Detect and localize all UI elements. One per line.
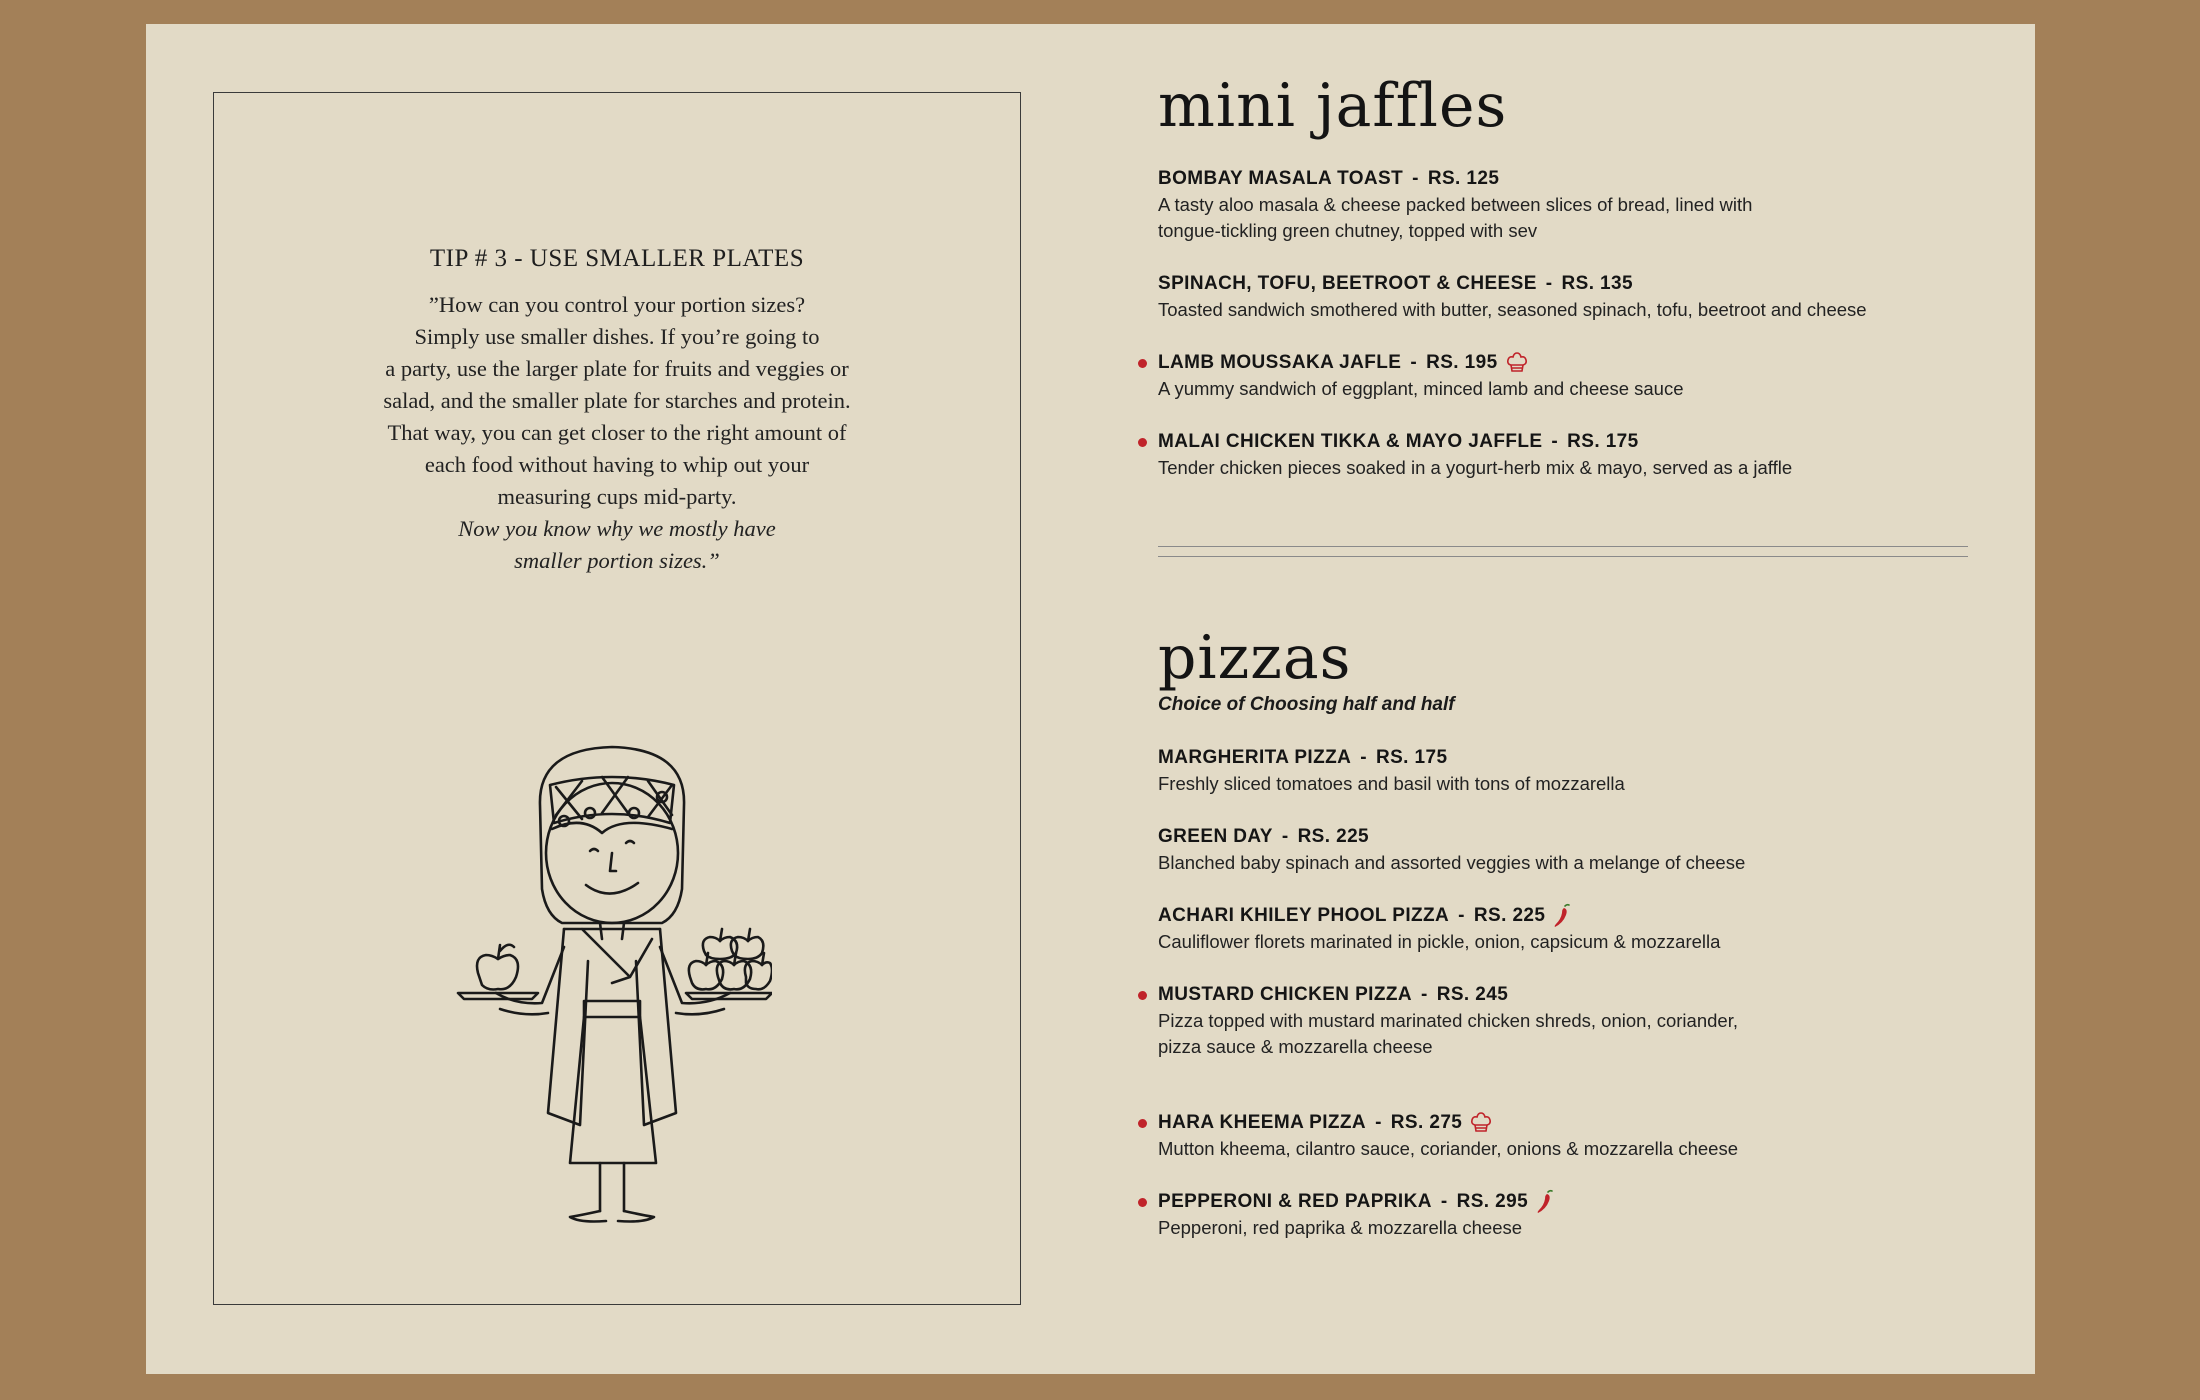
menu-item-name: MUSTARD CHICKEN PIZZA [1158,984,1412,1005]
tip-line: a party, use the larger plate for fruits and veggies or [385,356,849,381]
chili-icon [1553,903,1571,929]
non-veg-dot-icon [1138,1119,1147,1128]
menu-item-desc-line: Toasted sandwich smothered with butter, seasoned spinach, tofu, beetroot and cheese [1158,299,1867,320]
menu-item-name-row [1158,1110,1978,1136]
menu-column [1158,24,1978,1374]
menu-item-name-row [1158,824,1978,850]
separator: - [1412,168,1419,189]
menu-item-name-row [1158,745,1978,771]
menu-item-desc-line: Pizza topped with mustard marinated chicken shreds, onion, coriander, [1158,1010,1738,1031]
menu-item-description [1158,1136,1798,1162]
menu-item-price: RS. 135 [1561,273,1633,294]
menu-item-name: PEPPERONI & RED PAPRIKA [1158,1191,1432,1212]
section-divider [1158,556,1968,557]
menu-item-name-row [1158,903,1978,929]
menu-item-price: RS. 175 [1375,747,1448,768]
menu-item-description [1158,850,1798,876]
tip-panel [213,92,1021,1305]
menu-page [146,24,2035,1374]
menu-item-name-row [1158,1189,1978,1215]
menu-item-desc-line: Mutton kheema, cilantro sauce, coriander, onions & mozzarella cheese [1158,1138,1738,1159]
section-subtitle: Choice of Choosing half and half [1158,694,1455,715]
menu-item-name: BOMBAY MASALA TOAST [1158,168,1404,189]
separator: - [1458,905,1465,926]
tip-body [274,289,960,577]
non-veg-dot-icon [1138,991,1147,1000]
menu-item-desc-line: Pepperoni, red paprika & mozzarella cheese [1158,1217,1523,1238]
tip-title: TIP # 3 - USE SMALLER PLATES [429,245,805,272]
menu-item-desc-line: A yummy sandwich of eggplant, minced lamb and cheese sauce [1158,378,1684,399]
menu-item-name: MALAI CHICKEN TIKKA & MAYO JAFFLE [1158,431,1543,452]
menu-item-desc-line: tongue-tickling green chutney, topped with sev [1158,220,1538,241]
menu-item [1158,982,1978,1060]
menu-item-name: SPINACH, TOFU, BEETROOT & CHEESE [1158,273,1537,294]
menu-item [1158,903,1978,955]
separator: - [1360,747,1367,768]
section-title-pizzas: pizzas [1158,623,1352,693]
menu-item-price: RS. 175 [1567,431,1639,452]
tip-line: measuring cups mid-party. [497,484,737,509]
tip-line: That way, you can get closer to the right amount of [387,420,847,445]
chili-icon [1536,1189,1554,1215]
menu-item-price: RS. 295 [1456,1191,1529,1212]
menu-item-description [1158,771,1798,797]
menu-item [1158,824,1978,876]
menu-item-description [1158,376,1798,402]
menu-item-description [1158,1008,1798,1060]
separator: - [1281,826,1289,847]
tip-line: salad, and the smaller plate for starches and protein. [383,388,851,413]
tip-italic-line: Now you know why we mostly have [458,516,776,541]
menu-item-price: RS. 125 [1427,168,1500,189]
menu-item-desc-line: Cauliflower florets marinated in pickle, onion, capsicum & mozzarella [1158,931,1721,952]
menu-item-desc-line: pizza sauce & mozzarella cheese [1158,1036,1433,1057]
chef-hat-icon [1470,1112,1492,1134]
menu-item-price: RS. 225 [1297,826,1370,847]
tip-line: Simply use smaller dishes. If you’re going to [414,324,820,349]
menu-item-desc-line: Tender chicken pieces soaked in a yogurt-herb mix & mayo, served as a jaffle [1158,457,1793,478]
menu-item-name: GREEN DAY [1158,826,1273,847]
menu-item-description [1158,929,1798,955]
menu-item-description [1158,192,1798,244]
menu-item-description [1158,455,1978,481]
menu-item-price: RS. 195 [1426,352,1498,373]
menu-item-desc-line: Freshly sliced tomatoes and basil with tons of mozzarella [1158,773,1625,794]
menu-item [1158,1189,1978,1241]
separator: - [1440,1191,1448,1212]
menu-item-name: HARA KHEEMA PIZZA [1158,1112,1367,1133]
menu-item-desc-line: Blanched baby spinach and assorted veggies with a melange of cheese [1158,852,1746,873]
menu-item-name-row [1158,982,1978,1008]
menu-item [1158,271,1978,323]
non-veg-dot-icon [1138,438,1147,447]
separator: - [1551,431,1559,452]
non-veg-dot-icon [1138,1198,1147,1207]
separator: - [1545,273,1553,294]
menu-item-description [1158,297,1978,323]
menu-item [1158,1110,1978,1162]
separator: - [1420,984,1428,1005]
chef-hat-icon [1506,352,1528,374]
section-divider [1158,546,1968,547]
separator: - [1375,1112,1382,1133]
menu-item-description [1158,1215,1798,1241]
menu-item [1158,429,1978,481]
menu-item-name-row [1158,429,1978,455]
menu-item [1158,166,1978,244]
menu-item-name-row [1158,350,1978,376]
menu-item [1158,745,1978,797]
menu-item-desc-line: A tasty aloo masala & cheese packed between slices of bread, lined with [1158,194,1753,215]
menu-item-name-row [1158,271,1978,297]
tip-italic-line: smaller portion sizes.” [514,548,720,573]
tip-line: ”How can you control your portion sizes? [428,292,806,317]
separator: - [1410,352,1418,373]
section-title-mini-jaffles: mini jaffles [1158,71,1508,141]
menu-item-name-row [1158,166,1978,192]
menu-item-price: RS. 225 [1473,905,1546,926]
menu-item-price: RS. 275 [1390,1112,1463,1133]
menu-item [1158,350,1978,402]
non-veg-dot-icon [1138,359,1147,368]
menu-item-name: ACHARI KHILEY PHOOL PIZZA [1158,905,1450,926]
woman-with-apples-illustration [452,733,772,1273]
menu-item-price: RS. 245 [1436,984,1509,1005]
menu-item-name: MARGHERITA PIZZA [1158,747,1352,768]
menu-item-name: LAMB MOUSSAKA JAFLE [1158,352,1402,373]
tip-line: each food without having to whip out your [424,452,810,477]
